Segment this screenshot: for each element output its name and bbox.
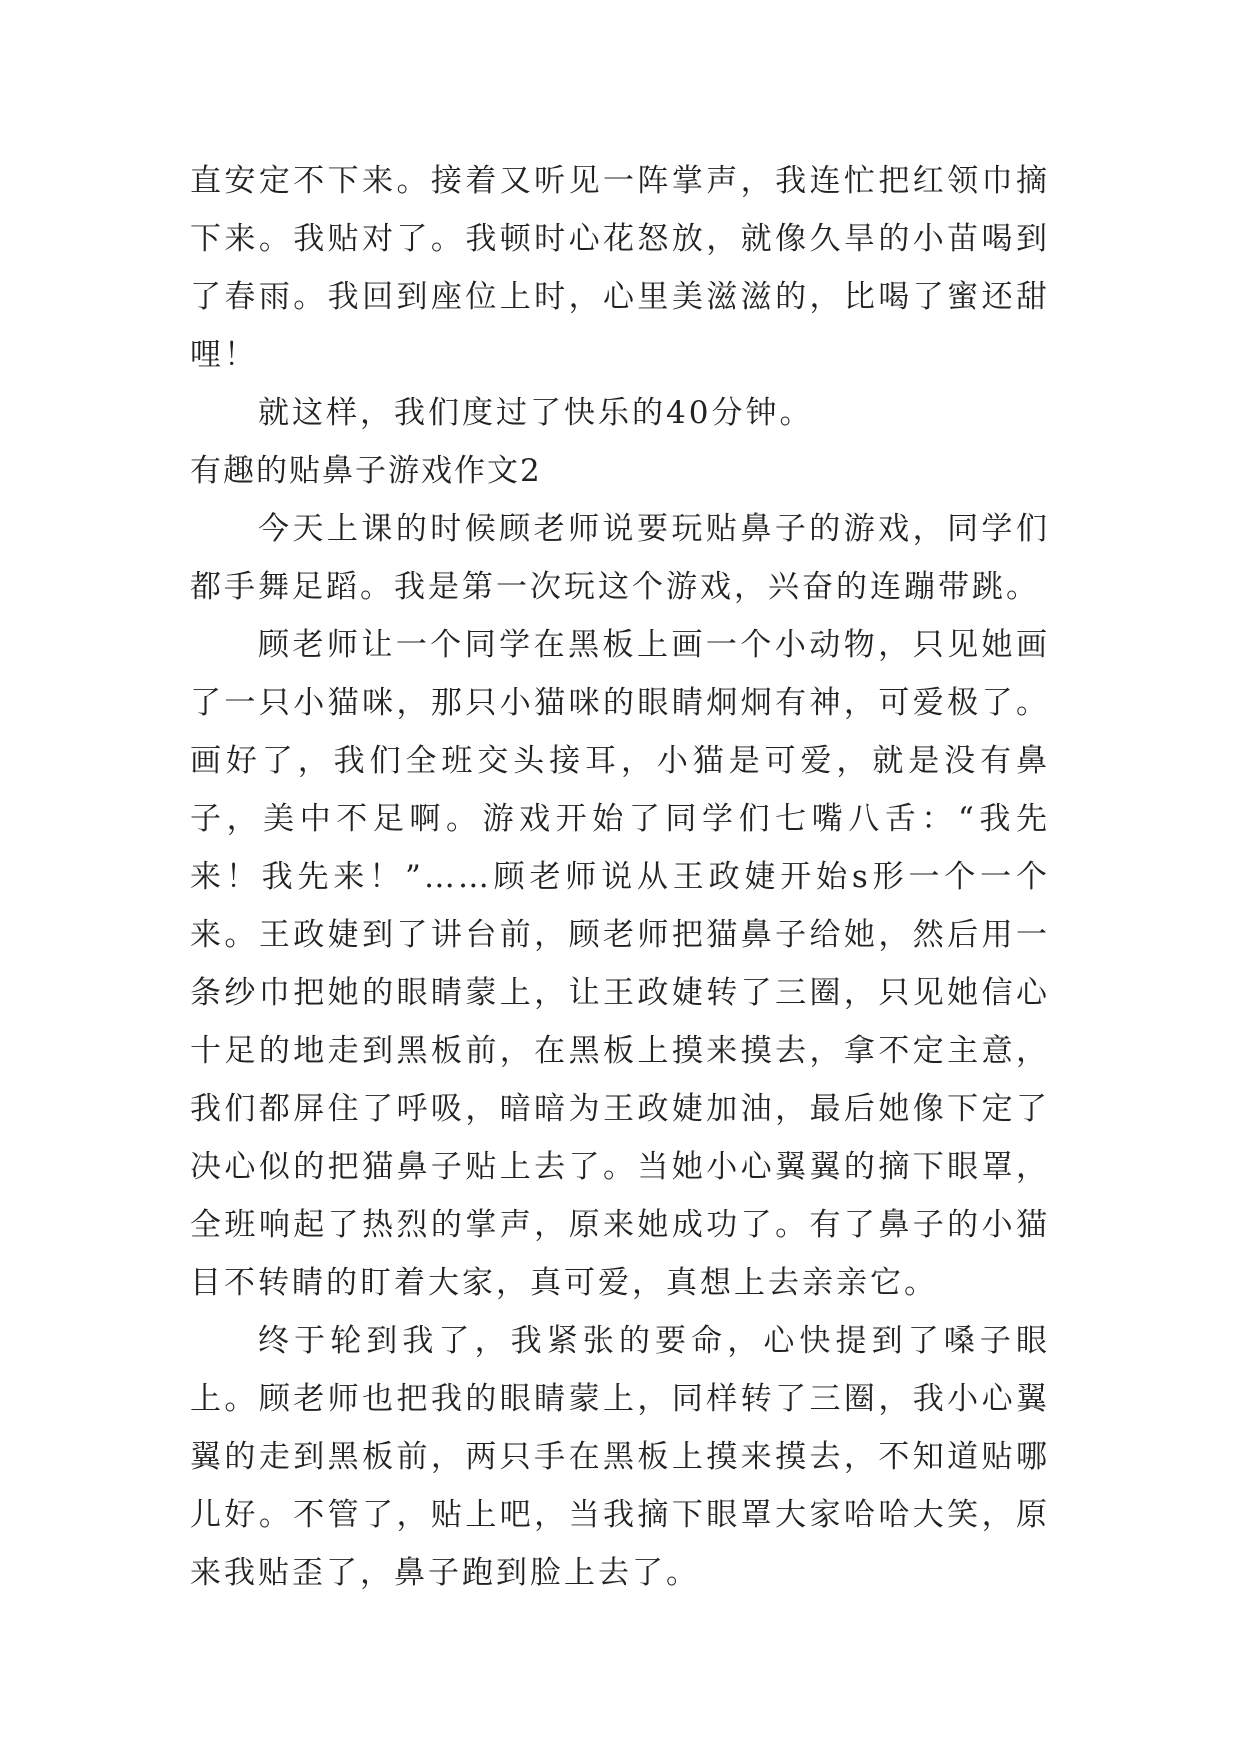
essay-heading: 有趣的贴鼻子游戏作文2 (190, 453, 542, 489)
paragraph-summary: 就这样，我们度过了快乐的40分钟。 (258, 395, 814, 431)
paragraph-continuation: 直安定不下来。接着又听见一阵掌声，我连忙把红领巾摘下来。我贴对了。我顿时心花怒放，就像久旱的小苗喝到了春雨。我回到座位上时，心里美滋滋的，比喝了蜜还甜哩！ (190, 163, 1050, 373)
paragraph-my-turn: 终于轮到我了，我紧张的要命，心快提到了嗓子眼上。顾老师也把我的眼睛蒙上，同样转了三圈，我小心翼翼的走到黑板前，两只手在黑板上摸来摸去，不知道贴哪儿好。不管了，贴上吧，当我摘下眼罩大家哈哈大笑，原来我贴歪了，鼻子跑到脸上去了。 (190, 1323, 1050, 1591)
paragraph-intro: 今天上课的时候顾老师说要玩贴鼻子的游戏，同学们都手舞足蹈。我是第一次玩这个游戏，兴奋的连蹦带跳。 (190, 511, 1050, 605)
paragraph-story: 顾老师让一个同学在黑板上画一个小动物，只见她画了一只小猫咪，那只小猫咪的眼睛炯炯有神，可爱极了。画好了，我们全班交头接耳，小猫是可爱，就是没有鼻子，美中不足啊。游戏开始了同学们七嘴八舌：“我先来！我先来！”……顾老师说从王政婕开始s形一个一个来。王政婕到了讲台前，顾老师把猫鼻子给她，然后用一条纱巾把她的眼睛蒙上，让王政婕转了三圈，只见她信心十足的地走到黑板前，在黑板上摸来摸去，拿不定主意，我们都屏住了呼吸，暗暗为王政婕加油，最后她像下定了决心似的把猫鼻子贴上去了。当她小心翼翼的摘下眼罩，全班响起了热烈的掌声，原来她成功了。有了鼻子的小猫目不转睛的盯着大家，真可爱，真想上去亲亲它。 (190, 627, 1050, 1301)
document-body (190, 152, 1050, 1602)
